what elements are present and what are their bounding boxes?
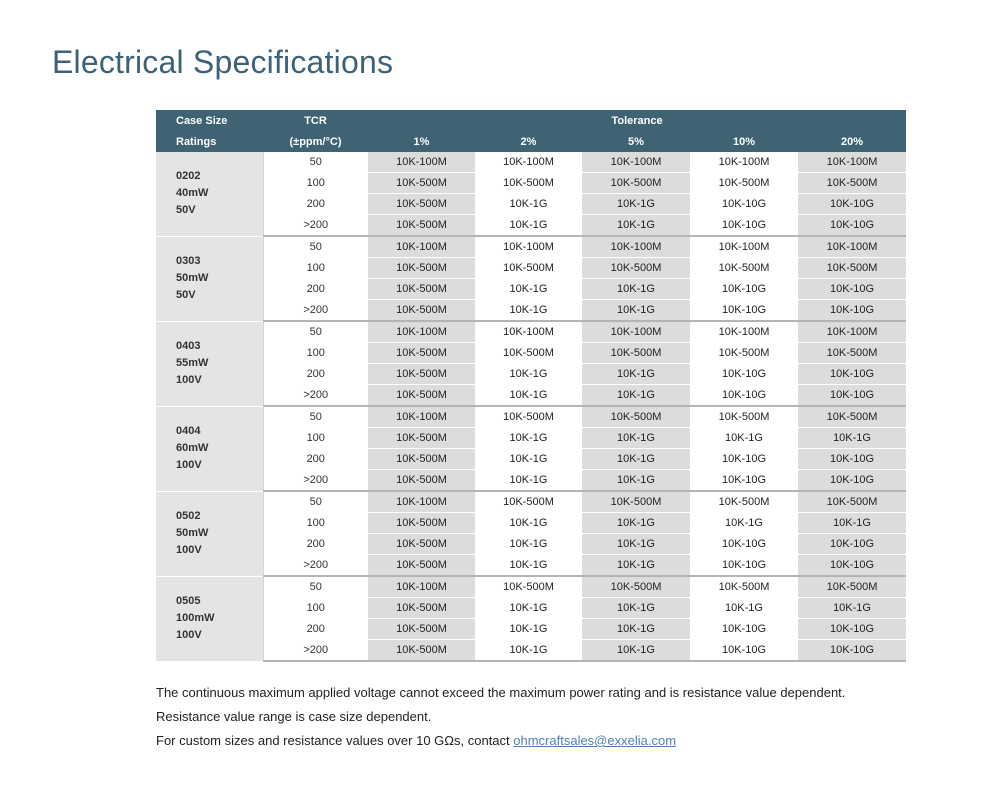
resistance-range-cell: 10K-10G	[690, 534, 798, 555]
contact-email-link[interactable]: ohmcraftsales@exxelia.com	[513, 733, 677, 748]
resistance-range-cell: 10K-10G	[690, 640, 798, 662]
resistance-range-cell: 10K-1G	[582, 449, 690, 470]
resistance-range-cell: 10K-1G	[798, 598, 906, 619]
resistance-range-cell: 10K-100M	[582, 152, 690, 173]
header-ratings: Ratings	[156, 131, 263, 152]
resistance-range-cell: 10K-500M	[690, 258, 798, 279]
resistance-range-cell: 10K-500M	[368, 300, 475, 322]
resistance-range-cell: 10K-500M	[368, 194, 475, 215]
resistance-range-cell: 10K-1G	[690, 513, 798, 534]
resistance-range-cell: 10K-500M	[368, 449, 475, 470]
resistance-range-cell: 10K-500M	[475, 491, 582, 513]
case-power: 50mW	[176, 272, 209, 284]
resistance-range-cell: 10K-100M	[475, 236, 582, 258]
table-row	[156, 343, 906, 364]
resistance-range-cell: 10K-500M	[582, 576, 690, 598]
resistance-range-cell: 10K-500M	[475, 258, 582, 279]
resistance-range-cell: 10K-10G	[798, 555, 906, 577]
resistance-range-cell: 10K-100M	[368, 152, 475, 173]
resistance-range-cell: 10K-100M	[368, 321, 475, 343]
resistance-range-cell: 10K-1G	[582, 640, 690, 662]
resistance-range-cell: 10K-500M	[690, 173, 798, 194]
case-case: 0404	[176, 425, 201, 437]
resistance-range-cell: 10K-1G	[475, 300, 582, 322]
resistance-range-cell: 10K-500M	[368, 258, 475, 279]
resistance-range-cell: 10K-100M	[690, 152, 798, 173]
table-row	[156, 236, 906, 258]
resistance-range-cell: 10K-1G	[475, 194, 582, 215]
resistance-range-cell: 10K-500M	[368, 555, 475, 577]
resistance-range-cell: 10K-10G	[690, 619, 798, 640]
table-row	[156, 470, 906, 492]
case-voltage: 100V	[176, 374, 202, 386]
resistance-range-cell: 10K-1G	[582, 555, 690, 577]
resistance-range-cell: 10K-500M	[368, 279, 475, 300]
header-tcr: TCR	[263, 110, 368, 131]
table-row	[156, 364, 906, 385]
resistance-range-cell: 10K-1G	[582, 194, 690, 215]
case-power: 60mW	[176, 442, 209, 454]
resistance-range-cell: 10K-100M	[798, 236, 906, 258]
tcr-cell: 200	[263, 534, 368, 555]
resistance-range-cell: 10K-1G	[582, 470, 690, 492]
tcr-cell: 50	[263, 406, 368, 428]
case-case: 0502	[176, 510, 201, 522]
resistance-range-cell: 10K-500M	[368, 428, 475, 449]
resistance-range-cell: 10K-1G	[475, 640, 582, 662]
table-row	[156, 555, 906, 577]
table-row	[156, 640, 906, 662]
resistance-range-cell: 10K-1G	[475, 364, 582, 385]
resistance-range-cell: 10K-500M	[368, 640, 475, 662]
tcr-cell: 100	[263, 343, 368, 364]
resistance-range-cell: 10K-10G	[690, 300, 798, 322]
resistance-range-cell: 10K-10G	[798, 534, 906, 555]
tcr-cell: >200	[263, 640, 368, 662]
table-row	[156, 385, 906, 407]
resistance-range-cell: 10K-10G	[690, 215, 798, 237]
resistance-range-cell: 10K-100M	[368, 406, 475, 428]
case-size-cell	[156, 321, 263, 406]
resistance-range-cell: 10K-1G	[582, 598, 690, 619]
case-voltage: 100V	[176, 459, 202, 471]
case-size-cell	[156, 576, 263, 661]
resistance-range-cell: 10K-100M	[690, 321, 798, 343]
resistance-range-cell: 10K-500M	[368, 619, 475, 640]
tcr-cell: 200	[263, 449, 368, 470]
resistance-range-cell: 10K-500M	[368, 215, 475, 237]
case-size-cell	[156, 236, 263, 321]
resistance-range-cell: 10K-10G	[690, 279, 798, 300]
tcr-cell: 100	[263, 428, 368, 449]
case-size-cell	[156, 152, 263, 236]
resistance-range-cell: 10K-10G	[798, 449, 906, 470]
resistance-range-cell: 10K-500M	[798, 343, 906, 364]
resistance-range-cell: 10K-500M	[368, 598, 475, 619]
case-case: 0403	[176, 340, 201, 352]
tcr-cell: 200	[263, 364, 368, 385]
resistance-range-cell: 10K-10G	[798, 364, 906, 385]
resistance-range-cell: 10K-10G	[690, 555, 798, 577]
resistance-range-cell: 10K-1G	[475, 555, 582, 577]
resistance-range-cell: 10K-500M	[582, 173, 690, 194]
tcr-cell: 50	[263, 152, 368, 173]
resistance-range-cell: 10K-100M	[690, 236, 798, 258]
resistance-range-cell: 10K-500M	[582, 258, 690, 279]
case-power: 55mW	[176, 357, 209, 369]
resistance-range-cell: 10K-500M	[368, 534, 475, 555]
table-row	[156, 576, 906, 598]
resistance-range-cell: 10K-1G	[582, 364, 690, 385]
resistance-range-cell: 10K-500M	[798, 258, 906, 279]
note-custom-sizes-text: For custom sizes and resistance values over 10 GΩs, contact	[156, 733, 514, 748]
resistance-range-cell: 10K-1G	[582, 385, 690, 407]
resistance-range-cell: 10K-1G	[582, 513, 690, 534]
resistance-range-cell: 10K-1G	[475, 428, 582, 449]
tcr-cell: 50	[263, 576, 368, 598]
header-tolerance-20: 20%	[798, 131, 906, 152]
case-case: 0505	[176, 595, 201, 607]
resistance-range-cell: 10K-10G	[798, 385, 906, 407]
table-row	[156, 321, 906, 343]
resistance-range-cell: 10K-500M	[798, 173, 906, 194]
table-row	[156, 173, 906, 194]
resistance-range-cell: 10K-10G	[690, 449, 798, 470]
resistance-range-cell: 10K-1G	[475, 513, 582, 534]
resistance-range-cell: 10K-10G	[798, 300, 906, 322]
resistance-range-cell: 10K-500M	[368, 343, 475, 364]
tcr-cell: >200	[263, 300, 368, 322]
table-row	[156, 279, 906, 300]
resistance-range-cell: 10K-500M	[690, 576, 798, 598]
note-voltage: The continuous maximum applied voltage cannot exceed the maximum power rating and is resistance value dependent.	[156, 685, 846, 700]
tcr-cell: 200	[263, 619, 368, 640]
resistance-range-cell: 10K-500M	[690, 406, 798, 428]
header-tolerance-1: 1%	[368, 131, 475, 152]
tcr-cell: >200	[263, 470, 368, 492]
resistance-range-cell: 10K-500M	[582, 406, 690, 428]
header-case-size: Case Size	[156, 110, 263, 131]
resistance-range-cell: 10K-500M	[690, 491, 798, 513]
resistance-range-cell: 10K-500M	[368, 513, 475, 534]
table-row	[156, 449, 906, 470]
note-custom-sizes	[156, 729, 976, 753]
resistance-range-cell: 10K-500M	[582, 491, 690, 513]
tcr-cell: 100	[263, 513, 368, 534]
resistance-range-cell: 10K-500M	[798, 406, 906, 428]
resistance-range-cell: 10K-10G	[690, 364, 798, 385]
resistance-range-cell: 10K-1G	[690, 428, 798, 449]
resistance-range-cell: 10K-500M	[475, 343, 582, 364]
tcr-cell: 50	[263, 491, 368, 513]
resistance-range-cell: 10K-500M	[798, 491, 906, 513]
table-row	[156, 534, 906, 555]
tcr-cell: 200	[263, 194, 368, 215]
resistance-range-cell: 10K-1G	[582, 619, 690, 640]
resistance-range-cell: 10K-1G	[475, 215, 582, 237]
resistance-range-cell: 10K-1G	[798, 513, 906, 534]
resistance-range-cell: 10K-500M	[368, 364, 475, 385]
case-size-cell	[156, 491, 263, 576]
resistance-range-cell: 10K-100M	[368, 576, 475, 598]
resistance-range-cell: 10K-100M	[475, 321, 582, 343]
resistance-range-cell: 10K-1G	[475, 619, 582, 640]
footnotes	[156, 681, 976, 753]
header-tolerance-10: 10%	[690, 131, 798, 152]
resistance-range-cell: 10K-10G	[798, 619, 906, 640]
case-power: 50mW	[176, 527, 209, 539]
resistance-range-cell: 10K-100M	[582, 321, 690, 343]
tcr-cell: 50	[263, 236, 368, 258]
note-resistance-range: Resistance value range is case size dependent.	[156, 709, 432, 724]
resistance-range-cell: 10K-100M	[368, 491, 475, 513]
tcr-cell: 100	[263, 173, 368, 194]
resistance-range-cell: 10K-500M	[368, 385, 475, 407]
case-case: 0202	[176, 170, 201, 183]
table-row	[156, 215, 906, 237]
resistance-range-cell: 10K-10G	[798, 215, 906, 237]
table-row	[156, 152, 906, 173]
resistance-range-cell: 10K-100M	[368, 236, 475, 258]
table-row	[156, 428, 906, 449]
resistance-range-cell: 10K-1G	[582, 428, 690, 449]
resistance-range-cell: 10K-100M	[582, 236, 690, 258]
resistance-range-cell: 10K-500M	[798, 576, 906, 598]
table-row	[156, 258, 906, 279]
case-power: 40mW	[176, 187, 209, 200]
resistance-range-cell: 10K-500M	[475, 576, 582, 598]
resistance-range-cell: 10K-500M	[368, 470, 475, 492]
table-row	[156, 598, 906, 619]
resistance-range-cell: 10K-1G	[475, 598, 582, 619]
case-size-cell	[156, 406, 263, 491]
resistance-range-cell: 10K-1G	[475, 470, 582, 492]
resistance-range-cell: 10K-100M	[798, 321, 906, 343]
case-power: 100mW	[176, 612, 215, 624]
table-row	[156, 619, 906, 640]
resistance-range-cell: 10K-10G	[690, 194, 798, 215]
resistance-range-cell: 10K-10G	[798, 279, 906, 300]
resistance-range-cell: 10K-500M	[475, 406, 582, 428]
resistance-range-cell: 10K-1G	[475, 279, 582, 300]
resistance-range-cell: 10K-500M	[368, 173, 475, 194]
case-voltage: 100V	[176, 629, 202, 641]
resistance-range-cell: 10K-1G	[475, 534, 582, 555]
resistance-range-cell: 10K-1G	[798, 428, 906, 449]
resistance-range-cell: 10K-500M	[690, 343, 798, 364]
resistance-range-cell: 10K-1G	[582, 215, 690, 237]
case-voltage: 50V	[176, 289, 196, 301]
resistance-range-cell: 10K-10G	[798, 470, 906, 492]
table-row	[156, 491, 906, 513]
resistance-range-cell: 10K-1G	[475, 385, 582, 407]
resistance-range-cell: 10K-1G	[582, 279, 690, 300]
table-row	[156, 194, 906, 215]
header-tolerance: Tolerance	[368, 110, 906, 131]
resistance-range-cell: 10K-100M	[475, 152, 582, 173]
case-voltage: 50V	[176, 204, 196, 217]
tcr-cell: >200	[263, 385, 368, 407]
resistance-range-cell: 10K-500M	[582, 343, 690, 364]
resistance-range-cell: 10K-10G	[798, 194, 906, 215]
tcr-cell: >200	[263, 555, 368, 577]
header-tolerance-5: 5%	[582, 131, 690, 152]
header-tcr-unit: (±ppm/°C)	[263, 131, 368, 152]
resistance-range-cell: 10K-10G	[798, 640, 906, 662]
table-row	[156, 300, 906, 322]
header-tolerance-2: 2%	[475, 131, 582, 152]
case-case: 0303	[176, 255, 201, 267]
resistance-range-cell: 10K-10G	[690, 385, 798, 407]
resistance-range-cell: 10K-1G	[690, 598, 798, 619]
resistance-range-cell: 10K-1G	[582, 534, 690, 555]
case-voltage: 100V	[176, 544, 202, 556]
table-row	[156, 406, 906, 428]
tcr-cell: 50	[263, 321, 368, 343]
resistance-range-cell: 10K-1G	[582, 300, 690, 322]
resistance-range-cell: 10K-1G	[475, 449, 582, 470]
resistance-range-cell: 10K-10G	[690, 470, 798, 492]
table-row	[156, 513, 906, 534]
resistance-range-cell: 10K-500M	[475, 173, 582, 194]
tcr-cell: 200	[263, 279, 368, 300]
electrical-specifications-table	[156, 110, 906, 662]
page-title: Electrical Specifications	[52, 44, 394, 80]
resistance-range-cell: 10K-100M	[798, 152, 906, 173]
tcr-cell: 100	[263, 258, 368, 279]
tcr-cell: 100	[263, 598, 368, 619]
table-body	[156, 152, 906, 661]
tcr-cell: >200	[263, 215, 368, 237]
